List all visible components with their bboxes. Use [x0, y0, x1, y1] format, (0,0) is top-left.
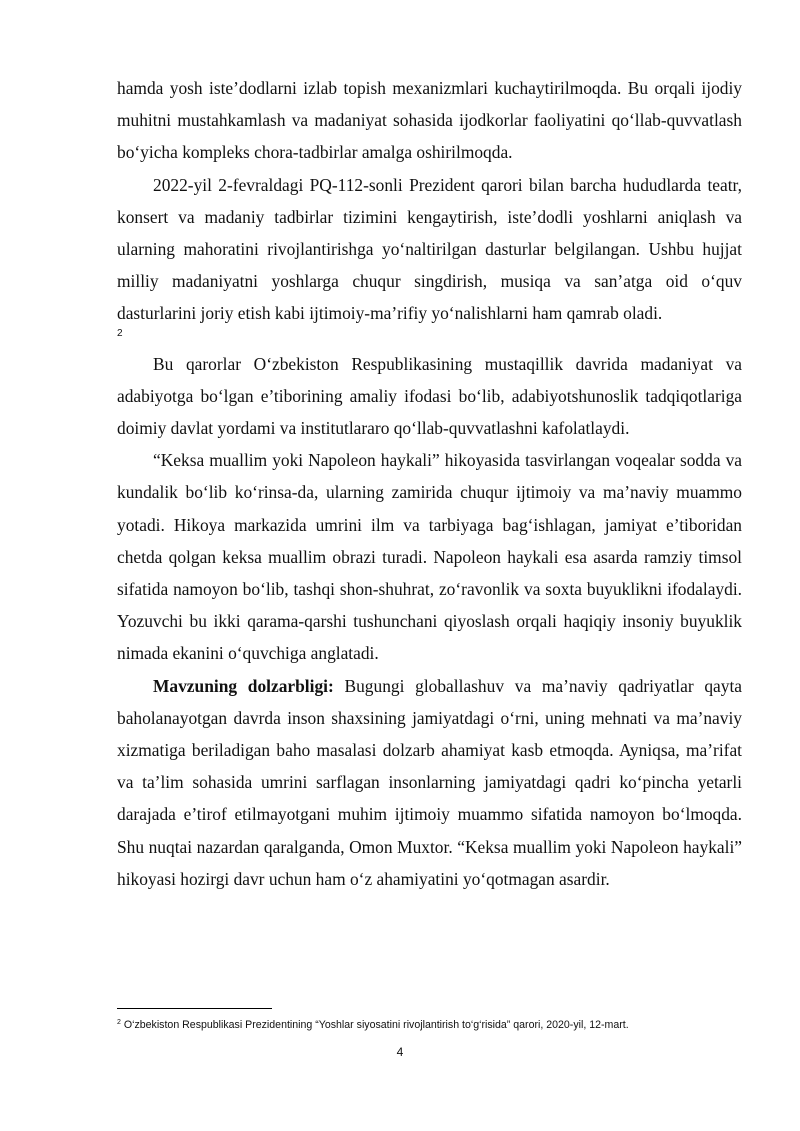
footnote-number: 2: [117, 1019, 121, 1026]
relevance-heading: Mavzuning dolzarbligi:: [153, 675, 334, 696]
page-number: 4: [396, 1045, 404, 1059]
paragraph-story: “Keksa muallim yoki Napoleon haykali” hikoyasida tasvirlangan voqealar sodda va kundalik bo‘lib ko‘rinsa-da, ularning zamirida chuqur ijtimoiy va ma’naviy muammo yotadi. Hikoya markazida umrini ilm va tarbiyaga bag‘ishlagan, jamiyat e’tiboridan chetda qolgan keksa muallim obrazi turadi. Napoleon haykali esa asarda ramziy timsol sifatida namoyon bo‘lib, tashqi shon-shuhrat, zo‘ravonlik va soxta buyuklikni ifodalaydi. Yozuvchi bu ikki qarama-qarshi tushunchani qiyoslash orqali haqiqiy insoniy buyuklik nimada ekanini o‘quvchiga anglatadi.: [117, 450, 742, 664]
paragraph-relevance: [117, 670, 742, 895]
footnote-reference[interactable]: 2: [117, 327, 123, 339]
footnote: [117, 1015, 747, 1033]
paragraph-decree: 2022-yil 2-fevraldagi PQ-112-sonli Prezident qarori bilan barcha hududlarda teatr, konsert va madaniy tadbirlar tizimini kengaytirish, iste’dodli yoshlarni aniqlash va ularning mahoratini rivojlantirishga yo‘naltirilgan dasturlar belgilangan. Ushbu hujjat milliy madaniyatni yoshlarga chuqur singdirish, musiqa va san’atga oid o‘quv dasturlarini joriy etish kabi ijtimoiy-ma’rifiy yo‘nalishlarni ham qamrab oladi.: [117, 174, 742, 324]
footnote-divider: [117, 1008, 272, 1009]
footnote-text: O‘zbekiston Respublikasi Prezidentining “Yoshlar siyosatini rivojlantirish to‘g‘risida” qarori, 2020-yil, 12-mart.: [123, 1019, 629, 1031]
paragraph-decisions: Bu qarorlar O‘zbekiston Respublikasining mustaqillik davrida madaniyat va adabiyotga bo‘lgan e’tiborining amaliy ifodasi bo‘lib, adabiyotshunoslik tadqiqotlariga doimiy davlat yordami va institutlararo qo‘llab-quvvatlashni kafolatlaydi.: [117, 353, 742, 439]
paragraph-continuation: hamda yosh iste’dodlarni izlab topish mexanizmlari kuchaytirilmoqda. Bu orqali ijodiy muhitni mustahkamlash va madaniyat sohasida ijodkorlar faoliyatini qo‘llab-quvvatlash bo‘yicha kompleks chora-tadbirlar amalga oshirilmoqda.: [117, 78, 742, 163]
body-text: [117, 72, 742, 895]
relevance-text: Bugungi globallashuv va ma’naviy qadriyatlar qayta baholanayotgan davrda inson shaxsining jamiyatdagi o‘rni, uning mehnati va ma’naviy xizmatiga beriladigan baho masalasi dolzarb ahamiyat kasb etmoqda. Ayniqsa, ma’rifat va ta’lim sohasida umrini sarflagan insonlarning jamiyatdagi qadri ko‘pincha yetarli darajada e’tirof etilmayotgani muhim ijtimoiy muammo sifatida namoyon bo‘lmoqda. Shu nuqtai nazardan qaralganda, Omon Muxtor. “Keksa muallim yoki Napoleon haykali” hikoyasi hozirgi davr uchun ham o‘z ahamiyatini yo‘qotmagan asardir.: [117, 675, 742, 889]
